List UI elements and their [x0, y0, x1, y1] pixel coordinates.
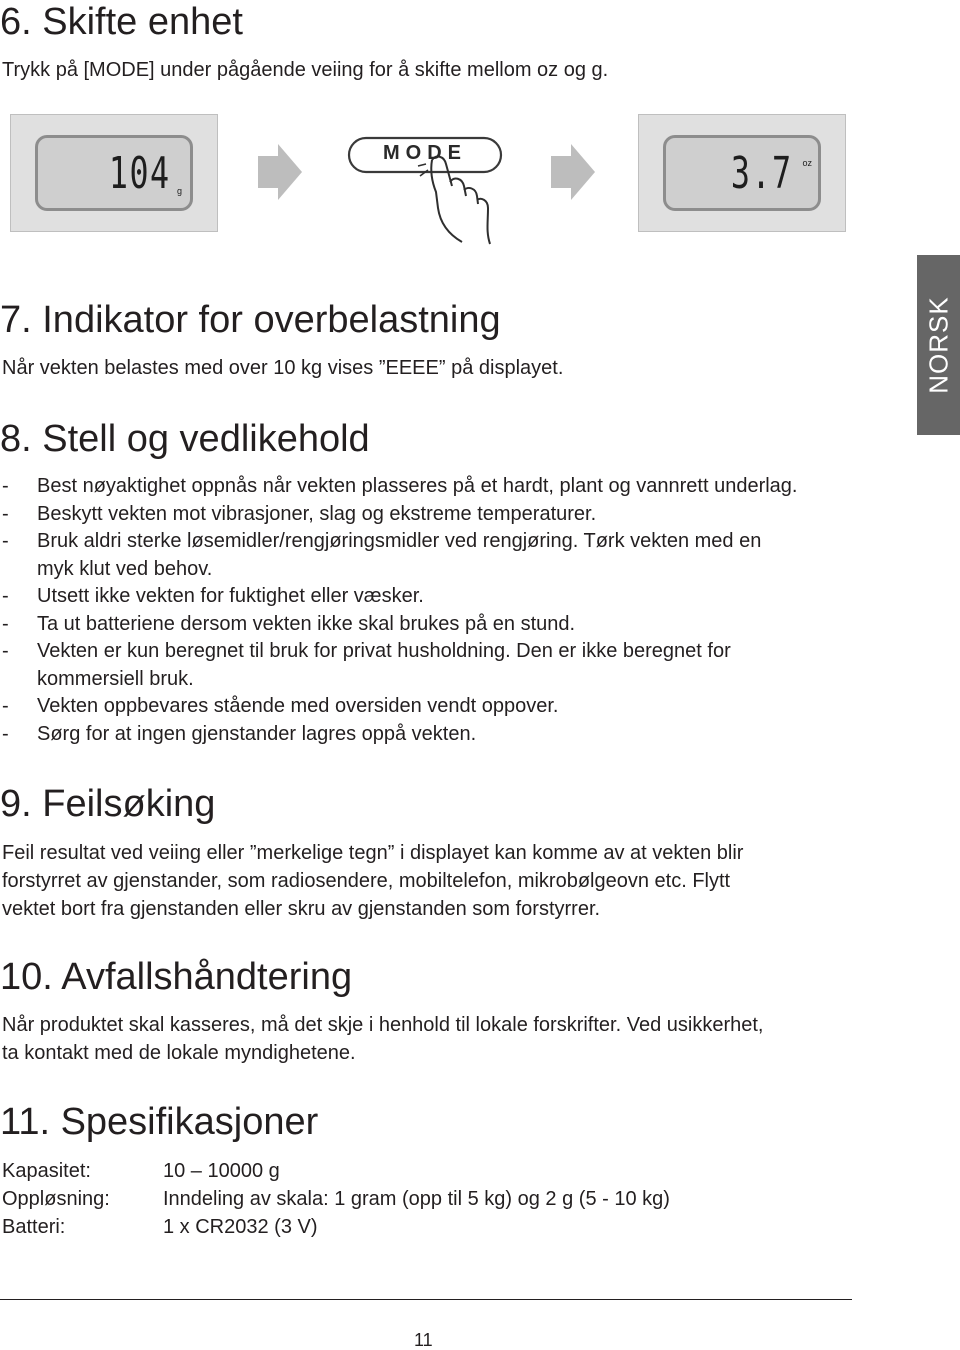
spec-value: Inndeling av skala: 1 gram (opp til 5 kg) og 2 g (5 - 10 kg) — [163, 1188, 670, 1210]
section-10-heading: 10. Avfallshåndtering — [0, 956, 353, 998]
list-item: - Best nøyaktighet oppnås når vekten plasseres på et hardt, plant og vannrett underlag. — [2, 475, 798, 497]
list-item: - Ta ut batteriene dersom vekten ikke skal brukes på en stund. — [2, 612, 576, 635]
arrow-right-icon — [551, 144, 595, 200]
display-ounces-value: 3.7 — [730, 148, 792, 199]
list-item: - Vekten er kun beregnet til bruk for privat husholdning. Den er ikke beregnet for kommersiell bruk. — [2, 640, 731, 690]
section-8-heading: 8. Stell og vedlikehold — [0, 418, 370, 460]
paragraph-line: Feil resultat ved veiing eller ”merkelige tegn” i displayet kan komme av at vekten blir — [2, 842, 744, 864]
language-tab — [917, 255, 960, 435]
list-item: - Beskytt vekten mot vibrasjoner, slag og ekstreme temperaturer. — [2, 502, 597, 525]
spec-row-resolution — [2, 1185, 670, 1213]
list-item: - Bruk aldri sterke løsemidler/rengjøringsmidler ved rengjøring. Tørk vekten med en myk klut ved behov. — [2, 530, 762, 580]
spec-value: 1 x CR2032 (3 V) — [163, 1216, 318, 1238]
display-ounces — [638, 114, 846, 232]
spec-row-capacity — [2, 1157, 280, 1185]
language-tab-label: NORSK — [923, 296, 953, 394]
display-grams — [10, 114, 218, 232]
list-item: - Utsett ikke vekten for fuktighet eller væsker. — [2, 585, 424, 607]
paragraph-line: Når produktet skal kasseres, må det skje i henhold til lokale forskrifter. Ved usikkerhet, — [2, 1014, 764, 1036]
footer-divider — [0, 1299, 852, 1300]
page-number: 11 — [414, 1330, 433, 1350]
display-grams-unit: g — [176, 186, 182, 196]
section-11-heading: 11. Spesifikasjoner — [0, 1101, 319, 1143]
paragraph-line: vektet bort fra gjenstanden eller skru av gjenstanden som forstyrrer. — [2, 898, 601, 920]
section-6-heading: 6. Skifte enhet — [0, 1, 243, 43]
mode-button-label: MODE — [383, 142, 467, 164]
care-bullet-list — [2, 473, 882, 748]
display-ounces-unit: oz — [802, 158, 812, 168]
mode-press-illustration — [340, 130, 510, 250]
section-7-text: Når vekten belastes med over 10 kg vises ”EEEE” på displayet. — [2, 357, 564, 379]
list-item: - Sørg for at ingen gjenstander lagres oppå vekten. — [2, 722, 477, 745]
spec-label: Batteri: — [2, 1216, 66, 1238]
section-7-heading: 7. Indikator for overbelastning — [0, 299, 501, 341]
paragraph-line: ta kontakt med de lokale myndighetene. — [2, 1042, 356, 1064]
paragraph-line: forstyrret av gjenstander, som radiosendere, mobiltelefon, mikrobølgeovn etc. Flytt — [2, 870, 731, 892]
display-grams-value: 104 — [108, 148, 170, 199]
spec-row-battery — [2, 1213, 318, 1241]
section-10-text — [2, 1011, 763, 1067]
section-9-text — [2, 839, 743, 923]
spec-value: 10 – 10000 g — [163, 1160, 280, 1182]
spec-label: Oppløsning: — [2, 1188, 110, 1210]
section-6-text: Trykk på [MODE] under pågående veiing for å skifte mellom oz og g. — [2, 59, 609, 81]
section-9-heading: 9. Feilsøking — [0, 783, 216, 825]
spec-label: Kapasitet: — [2, 1160, 91, 1182]
arrow-right-icon — [258, 144, 302, 200]
list-item: - Vekten oppbevares stående med oversiden vendt oppover. — [2, 695, 559, 717]
